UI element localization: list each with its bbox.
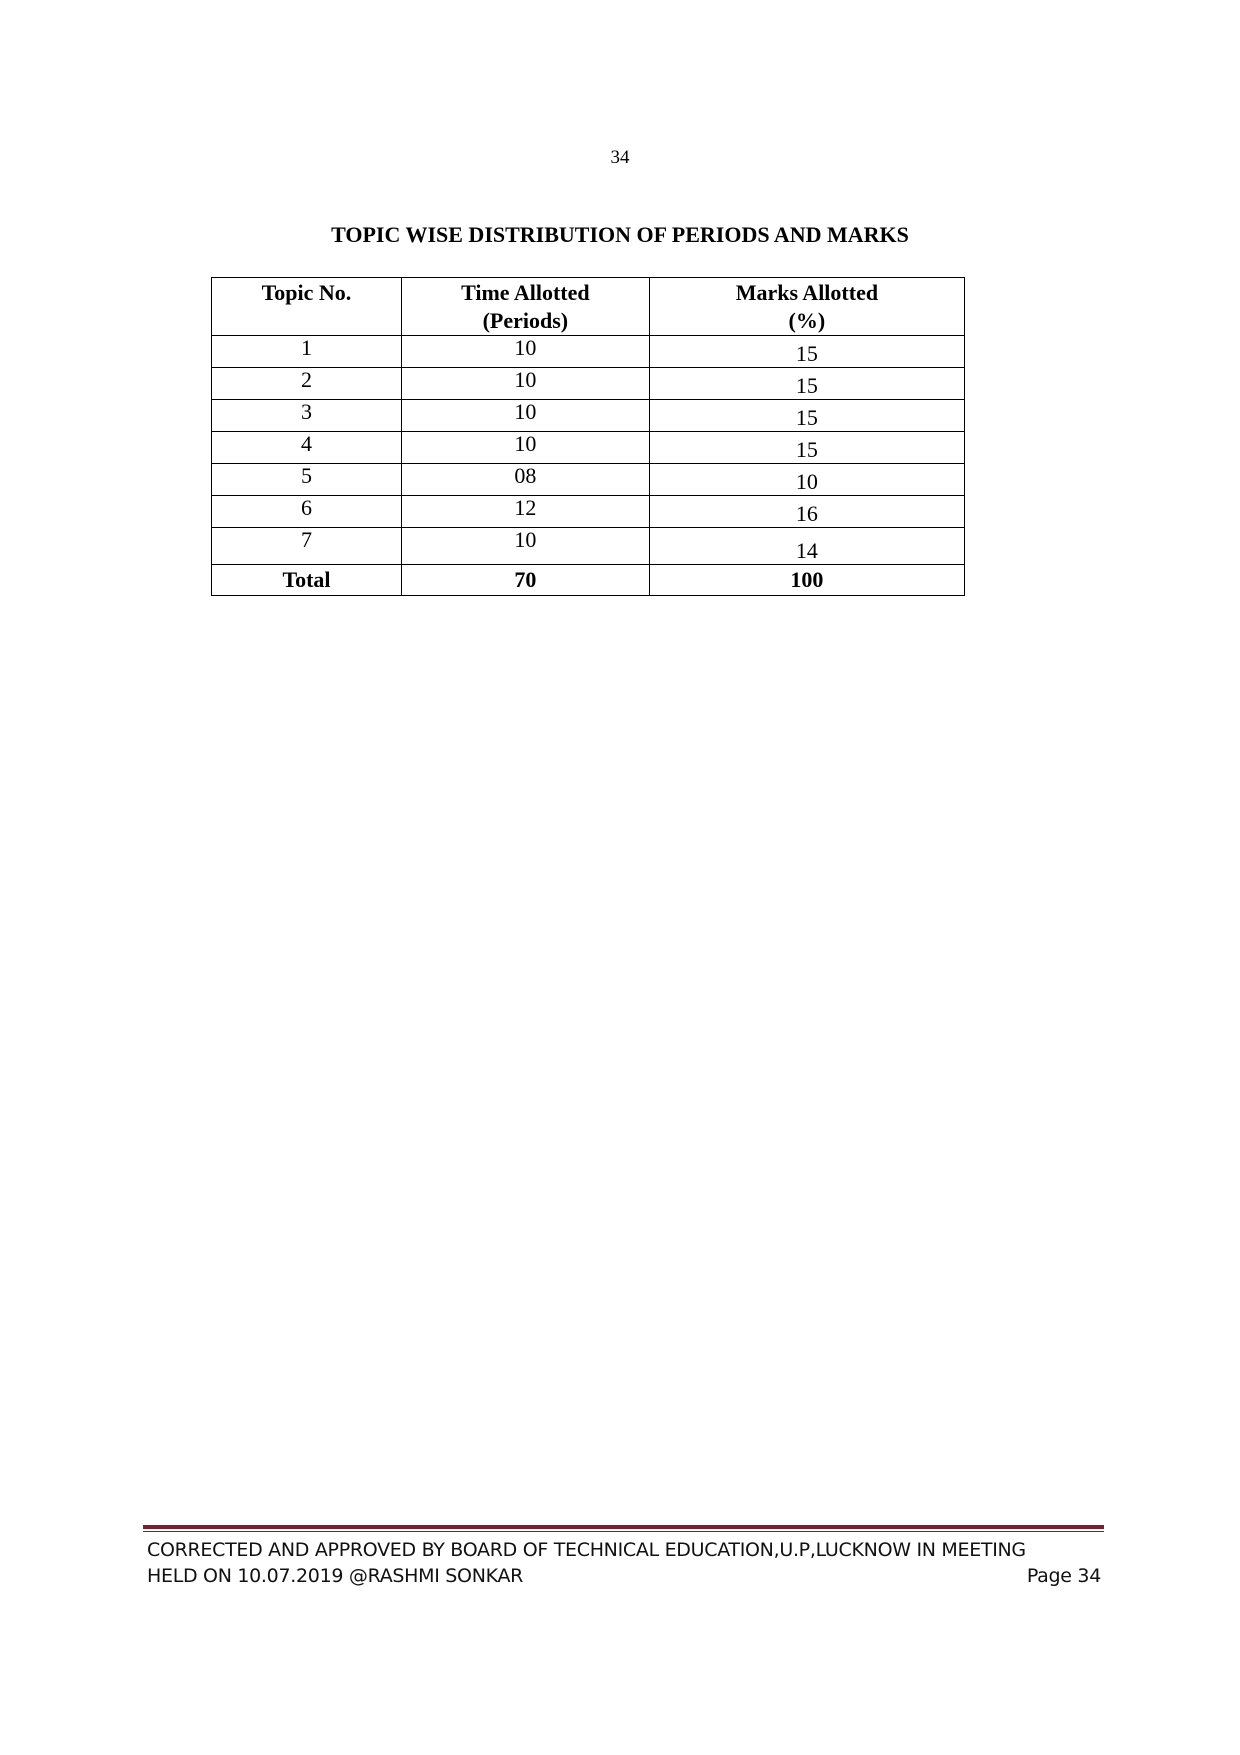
- marks-cell: 15: [649, 400, 964, 432]
- table-row: [212, 464, 965, 496]
- topic-cell: 1: [212, 336, 402, 368]
- footer-rule-thick: [143, 1525, 1104, 1529]
- marks-cell: 15: [649, 368, 964, 400]
- periods-cell: 08: [401, 464, 649, 496]
- topic-cell: 6: [212, 496, 402, 528]
- footer-page-label: Page 34: [1026, 1565, 1101, 1587]
- marks-cell: 10: [649, 464, 964, 496]
- table-row: [212, 496, 965, 528]
- topic-cell: 7: [212, 528, 402, 565]
- periods-cell: 10: [401, 336, 649, 368]
- topic-cell: 4: [212, 432, 402, 464]
- table-row: [212, 432, 965, 464]
- marks-cell: 15: [649, 432, 964, 464]
- distribution-table: [211, 277, 965, 596]
- header-marks-allotted-label: Marks Allotted: [735, 280, 879, 305]
- page-title: TOPIC WISE DISTRIBUTION OF PERIODS AND MARKS: [331, 222, 909, 247]
- table-row: [212, 336, 965, 368]
- topic-cell: 5: [212, 464, 402, 496]
- table-row: [212, 528, 965, 565]
- marks-cell: 14: [649, 528, 964, 565]
- periods-cell: 10: [401, 368, 649, 400]
- periods-cell: 10: [401, 528, 649, 565]
- page-footer: [147, 1537, 1101, 1589]
- table-row: [212, 368, 965, 400]
- header-topic-no: [212, 278, 402, 336]
- footer-rule-thin: [143, 1531, 1104, 1532]
- marks-cell: 16: [649, 496, 964, 528]
- header-time-allotted: [401, 278, 649, 336]
- header-time-allotted-label: Time Allotted: [461, 280, 590, 305]
- footer-approval-line: CORRECTED AND APPROVED BY BOARD OF TECHNICAL EDUCATION,U.P,LUCKNOW IN MEETING: [147, 1539, 1026, 1561]
- periods-cell: 12: [401, 496, 649, 528]
- page-number: 34: [610, 147, 630, 168]
- topic-cell: 3: [212, 400, 402, 432]
- periods-cell: 10: [401, 432, 649, 464]
- marks-cell: 15: [649, 336, 964, 368]
- header-marks-allotted-unit: (%): [788, 308, 826, 333]
- footer-second-line: [147, 1563, 1101, 1589]
- footer-meeting-line: HELD ON 10.07.2019 @RASHMI SONKAR: [147, 1565, 524, 1587]
- header-marks-allotted: [649, 278, 964, 336]
- topic-cell: 2: [212, 368, 402, 400]
- table-row: [212, 400, 965, 432]
- header-time-allotted-unit: (Periods): [482, 308, 569, 333]
- total-label: Total: [212, 565, 402, 596]
- total-marks: 100: [649, 565, 964, 596]
- total-row: [212, 565, 965, 596]
- total-periods: 70: [401, 565, 649, 596]
- table-header-row: [212, 278, 965, 336]
- header-topic-no-label: Topic No.: [261, 280, 352, 305]
- periods-cell: 10: [401, 400, 649, 432]
